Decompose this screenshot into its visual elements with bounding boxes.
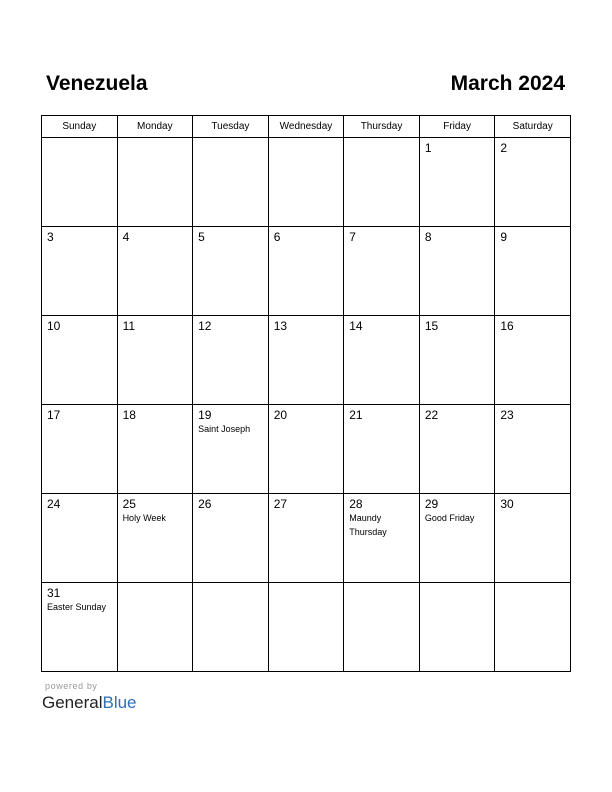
day-cell: [193, 405, 269, 494]
day-cell: [495, 227, 571, 316]
day-number: 11: [122, 319, 136, 333]
day-number: 10: [47, 319, 61, 333]
day-number: 12: [198, 319, 212, 333]
week-row: [42, 316, 571, 405]
weekday-saturday: Saturday: [495, 116, 571, 138]
day-number: 13: [273, 319, 288, 333]
day-cell: [117, 316, 193, 405]
day-number: 5: [198, 230, 205, 244]
weekday-friday: Friday: [419, 116, 495, 138]
holiday-label: Saint Joseph: [198, 424, 251, 434]
weekday-sunday: Sunday: [42, 116, 118, 138]
weekday-header-row: [42, 116, 571, 138]
day-cell: [419, 227, 495, 316]
day-number: 3: [47, 230, 54, 244]
calendar-grid: [41, 115, 571, 672]
week-row: [42, 583, 571, 672]
day-cell: [42, 583, 118, 672]
day-cell: [419, 316, 495, 405]
day-number: 6: [273, 230, 281, 244]
day-cell: [268, 227, 344, 316]
day-cell: [344, 405, 420, 494]
day-cell: [419, 494, 495, 583]
day-cell: [42, 227, 118, 316]
day-cell: [268, 316, 344, 405]
day-number: 8: [424, 230, 432, 244]
empty-day-cell: [117, 583, 193, 672]
holiday-label: Good Friday: [424, 513, 475, 523]
day-number: 26: [198, 497, 212, 511]
brand-general: General: [42, 693, 103, 712]
empty-day-cell: [193, 583, 269, 672]
weekday-wednesday: Wednesday: [268, 116, 344, 138]
holiday-label: Thursday: [349, 527, 387, 537]
day-number: 21: [349, 408, 363, 422]
empty-day-cell: [419, 583, 495, 672]
generalblue-logo[interactable]: [42, 693, 137, 713]
day-number: 16: [500, 319, 514, 333]
day-number: 25: [122, 497, 136, 511]
day-cell: [344, 316, 420, 405]
holiday-label: Holy Week: [122, 513, 166, 523]
month-year-title: March 2024: [450, 72, 565, 95]
day-cell: [117, 494, 193, 583]
empty-day-cell: [117, 138, 193, 227]
day-number: 9: [500, 230, 508, 244]
day-cell: [117, 405, 193, 494]
day-cell: [495, 316, 571, 405]
day-number: 2: [500, 141, 508, 155]
week-row: [42, 494, 571, 583]
day-number: 30: [500, 497, 514, 511]
day-number: 20: [273, 408, 288, 422]
day-cell: [495, 405, 571, 494]
weekday-thursday: Thursday: [344, 116, 420, 138]
day-number: 7: [349, 230, 356, 244]
day-number: 17: [47, 408, 61, 422]
weekday-monday: Monday: [117, 116, 193, 138]
empty-day-cell: [268, 583, 344, 672]
day-cell: [42, 316, 118, 405]
day-cell: [268, 405, 344, 494]
day-cell: [193, 316, 269, 405]
day-cell: [495, 494, 571, 583]
day-cell: [42, 494, 118, 583]
week-row: [42, 138, 571, 227]
empty-day-cell: [495, 583, 571, 672]
day-number: 15: [424, 319, 439, 333]
day-cell: [419, 138, 495, 227]
day-number: 31: [47, 586, 61, 600]
country-title: Venezuela: [46, 72, 148, 95]
day-number: 18: [122, 408, 136, 422]
day-number: 1: [424, 141, 432, 155]
holiday-label: Easter Sunday: [47, 602, 107, 612]
holiday-label: Maundy: [349, 513, 382, 523]
day-cell: [495, 138, 571, 227]
day-number: 19: [198, 408, 212, 422]
empty-day-cell: [42, 138, 118, 227]
empty-day-cell: [268, 138, 344, 227]
empty-day-cell: [344, 138, 420, 227]
day-cell: [268, 494, 344, 583]
day-cell: [42, 405, 118, 494]
week-row: [42, 227, 571, 316]
day-cell: [419, 405, 495, 494]
day-number: 4: [122, 230, 130, 244]
empty-day-cell: [344, 583, 420, 672]
powered-by-text: powered by: [45, 681, 98, 691]
empty-day-cell: [193, 138, 269, 227]
day-cell: [117, 227, 193, 316]
weekday-tuesday: Tuesday: [193, 116, 269, 138]
week-row: [42, 405, 571, 494]
day-cell: [193, 227, 269, 316]
day-number: 27: [273, 497, 288, 511]
day-number: 22: [424, 408, 439, 422]
day-number: 23: [500, 408, 514, 422]
day-number: 29: [424, 497, 439, 511]
day-number: 28: [349, 497, 363, 511]
day-number: 24: [47, 497, 61, 511]
brand-blue: Blue: [102, 693, 137, 712]
day-cell: [193, 494, 269, 583]
day-number: 14: [349, 319, 363, 333]
day-cell: [344, 227, 420, 316]
day-cell: [344, 494, 420, 583]
